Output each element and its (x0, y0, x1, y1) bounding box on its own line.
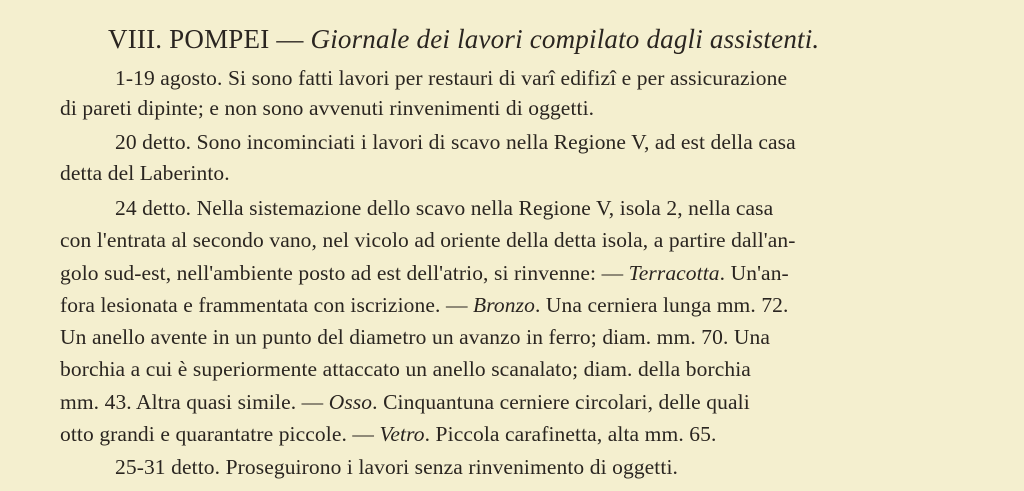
text-line: di pareti dipinte; e non sono avvenuti rinvenimenti di oggetti. (60, 96, 595, 120)
text-line: otto grandi e quarantatre piccole. — Vetro. Piccola carafinetta, alta mm. 65. (60, 422, 717, 446)
text-line: 1-19 agosto. Si sono fatti lavori per restauri di varî edifizî e per assicurazione (115, 66, 788, 90)
text-line: Un anello avente in un punto del diametro un avanzo in ferro; diam. mm. 70. Una (60, 325, 771, 349)
text-line: mm. 43. Altra quasi simile. — Osso. Cinquantuna cerniere circolari, delle quali (60, 390, 750, 414)
text-line: 24 detto. Nella sistemazione dello scavo nella Regione V, isola 2, nella casa (115, 196, 774, 220)
text-line: 25-31 detto. Proseguirono i lavori senza rinvenimento di oggetti. (115, 455, 679, 479)
text-line: detta del Laberinto. (60, 161, 230, 185)
text-line: golo sud-est, nell'ambiente posto ad est dell'atrio, si rinvenne: — Terracotta. Un'an- (60, 261, 789, 285)
heading-italic-title: Giornale dei lavori compilato dagli assistenti. (310, 24, 820, 54)
text-line: fora lesionata e frammentata con iscrizione. — Bronzo. Una cerniera lunga mm. 72. (60, 293, 789, 317)
heading-prefix: VIII. POMPEI — (108, 24, 311, 54)
text-line: 20 detto. Sono incominciati i lavori di scavo nella Regione V, ad est della casa (115, 130, 796, 154)
text-line: borchia a cui è superiormente attaccato un anello scanalato; diam. della borchia (60, 357, 751, 381)
text-line: con l'entrata al secondo vano, nel vicolo ad oriente della detta isola, a partire dall'an- (60, 228, 796, 252)
page-heading (108, 24, 819, 55)
